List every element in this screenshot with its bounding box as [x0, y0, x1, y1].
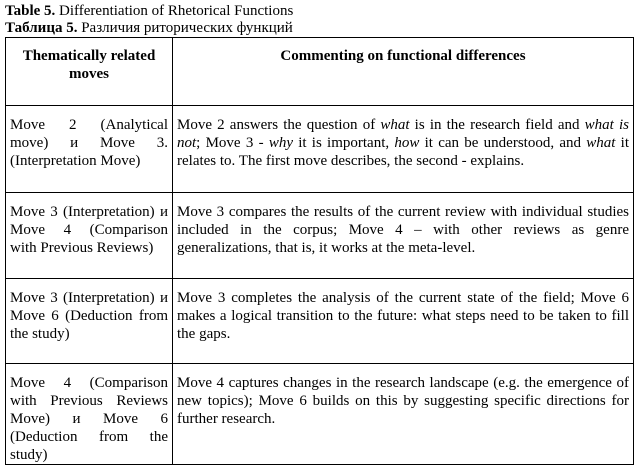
table-row [6, 193, 634, 279]
table-caption-ru-text: Различия риторических функций [77, 20, 293, 36]
table-row [6, 364, 634, 465]
comment-text: Move 2 answers the question of [177, 117, 381, 133]
comment-cell [173, 364, 634, 465]
comment-text: ; Move 3 - [196, 135, 269, 151]
comment-text: it relates to. The first move describes, the second - explains. [177, 135, 629, 169]
comment-emphasis: what is not [177, 117, 629, 151]
comment-text: is in the research field and [409, 117, 585, 133]
comment-emphasis: what [380, 117, 410, 133]
table-header-row [6, 38, 634, 106]
table-caption-ru [5, 20, 293, 36]
table-caption-ru-label: Таблица 5. [5, 20, 78, 36]
comment-text: Move 4 captures changes in the research landscape (e.g. the emergence of new topics); Move 6 builds on this by suggesting specific directions for further research. [177, 375, 629, 427]
moves-cell: Move 2 (Analytical move) и Move 3. (Interpretation Move) [6, 106, 173, 193]
moves-cell: Move 3 (Interpretation) и Move 4 (Comparison with Previous Reviews) [6, 193, 173, 279]
comment-cell [173, 279, 634, 364]
moves-cell: Move 4 (Comparison with Previous Reviews Move) и Move 6 (Deduction from the study) [6, 364, 173, 465]
table-row [6, 279, 634, 364]
comment-emphasis: how [394, 135, 420, 151]
rhetorical-functions-table [5, 37, 634, 465]
comment-emphasis: why [268, 135, 293, 151]
comment-text: Move 3 compares the results of the current review with individual studies included in the corpus; Move 4 – with other reviews as genre generalizations, that is, it works at the meta-level. [177, 204, 629, 256]
table-row [6, 106, 634, 193]
comment-text: it can be understood, and [419, 135, 587, 151]
header-moves: Thematically related moves [6, 38, 173, 106]
comment-text: Move 3 completes the analysis of the current state of the field; Move 6 makes a logical transition to the future: what steps need to be taken to fill the gaps. [177, 290, 629, 342]
comment-emphasis: what [586, 135, 616, 151]
header-comments: Commenting on functional differences [173, 38, 634, 106]
comment-cell [173, 106, 634, 193]
table-caption-en-text: Differentiation of Rhetorical Functions [55, 3, 294, 19]
comment-cell [173, 193, 634, 279]
table-caption-en-label: Table 5. [5, 3, 56, 19]
comment-text: it is important, [292, 135, 395, 151]
table-caption-en [5, 3, 293, 19]
moves-cell: Move 3 (Interpretation) и Move 6 (Deduction from the study) [6, 279, 173, 364]
